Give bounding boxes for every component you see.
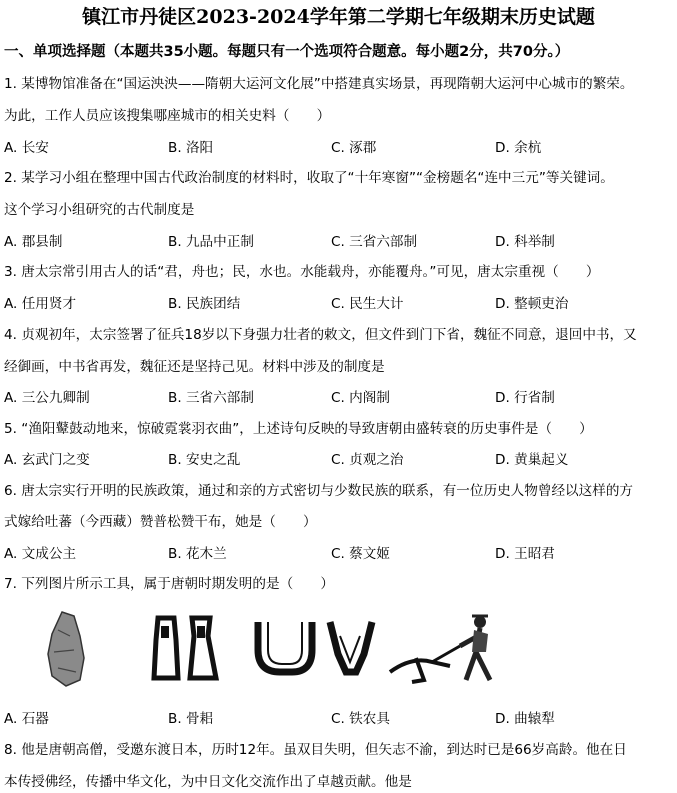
q1-option-c: C. 涿郡 xyxy=(331,140,377,156)
q1-option-d: D. 余杭 xyxy=(495,140,542,156)
question-8-line-2: 本传授佛经，传播中华文化，为中日文化交流作出了卓越贡献。他是 xyxy=(4,774,412,790)
q6-option-a: A. 文成公主 xyxy=(4,546,77,562)
q4-option-b: B. 三省六部制 xyxy=(168,390,254,406)
q3-option-b: B. 民族团结 xyxy=(168,296,241,312)
question-6-line-2: 式嫁给吐蕃（今西藏）赞普松赞干布，她是（ ） xyxy=(4,514,317,530)
question-4-line-2: 经御画，中书省再发，魏征还是坚持己见。材料中涉及的制度是 xyxy=(4,359,385,375)
q4-option-c: C. 内阁制 xyxy=(331,390,390,406)
exam-title: 镇江市丹徒区2023-2024学年第二学期七年级期末历史试题 xyxy=(82,6,595,28)
question-8-line-1: 8. 他是唐朝高僧，受邀东渡日本，历时12年。虽双目失明，但矢志不渝，到达时已是66岁高龄。他在日 xyxy=(4,742,627,758)
q5-option-b: B. 安史之乱 xyxy=(168,452,241,468)
stone-tool-image xyxy=(48,612,84,686)
q3-option-d: D. 整顿吏治 xyxy=(495,296,569,312)
q6-option-b: B. 花木兰 xyxy=(168,546,227,562)
question-6-line-1: 6. 唐太宗实行开明的民族政策，通过和亲的方式密切与少数民族的联系，有一位历史人物曾经以这样的方 xyxy=(4,483,634,499)
q1-option-b: B. 洛阳 xyxy=(168,140,214,156)
q6-option-d: D. 王昭君 xyxy=(495,546,555,562)
q3-option-c: C. 民生大计 xyxy=(331,296,404,312)
q5-option-c: C. 贞观之治 xyxy=(331,452,404,468)
bone-spade-image xyxy=(154,618,216,678)
q5-option-d: D. 黄巢起义 xyxy=(495,452,569,468)
q7-option-b: B. 骨耜 xyxy=(168,711,214,727)
tool-images xyxy=(40,606,520,694)
q2-option-d: D. 科举制 xyxy=(495,234,555,250)
curved-plow-image xyxy=(390,616,490,682)
q7-option-d: D. 曲辕犁 xyxy=(495,711,555,727)
question-1-line-2: 为此，工作人员应该搜集哪座城市的相关史料（ ） xyxy=(4,108,331,124)
q4-option-d: D. 行省制 xyxy=(495,390,555,406)
q2-option-c: C. 三省六部制 xyxy=(331,234,418,250)
section-heading: 一、单项选择题（本题共35小题。每题只有一个选项符合题意。每小题2分，共70分。） xyxy=(4,44,570,60)
q2-option-b: B. 九品中正制 xyxy=(168,234,254,250)
q7-option-a: A. 石器 xyxy=(4,711,49,727)
iron-tools-image xyxy=(258,622,372,672)
question-7-line-1: 7. 下列图片所示工具，属于唐朝时期发明的是（ ） xyxy=(4,576,334,592)
q6-option-c: C. 蔡文姬 xyxy=(331,546,390,562)
q5-option-a: A. 玄武门之变 xyxy=(4,452,90,468)
question-2-line-2: 这个学习小组研究的古代制度是 xyxy=(4,202,195,218)
q1-option-a: A. 长安 xyxy=(4,140,49,156)
question-2-line-1: 2. 某学习小组在整理中国古代政治制度的材料时，收取了“十年寒窗”“金榜题名“连中三元”等关键词。 xyxy=(4,170,614,186)
question-1-line-1: 1. 某博物馆准备在“国运泱泱——隋朝大运河文化展”中搭建真实场景，再现隋朝大运河中心城市的繁荣。 xyxy=(4,76,634,92)
q2-option-a: A. 郡县制 xyxy=(4,234,63,250)
question-3-line-1: 3. 唐太宗常引用古人的话“君，舟也；民，水也。水能载舟，亦能覆舟。”可见，唐太宗重视（ ） xyxy=(4,264,600,280)
q4-option-a: A. 三公九卿制 xyxy=(4,390,90,406)
q7-option-c: C. 铁农具 xyxy=(331,711,390,727)
question-4-line-1: 4. 贞观初年，太宗签署了征兵18岁以下身强力壮者的敕文，但文件到门下省，魏征不同意，退回中书，又 xyxy=(4,327,637,343)
q3-option-a: A. 任用贤才 xyxy=(4,296,77,312)
question-5-line-1: 5. “渔阳鼙鼓动地来，惊破霓裳羽衣曲”，上述诗句反映的导致唐朝由盛转衰的历史事件是（ ） xyxy=(4,421,593,437)
